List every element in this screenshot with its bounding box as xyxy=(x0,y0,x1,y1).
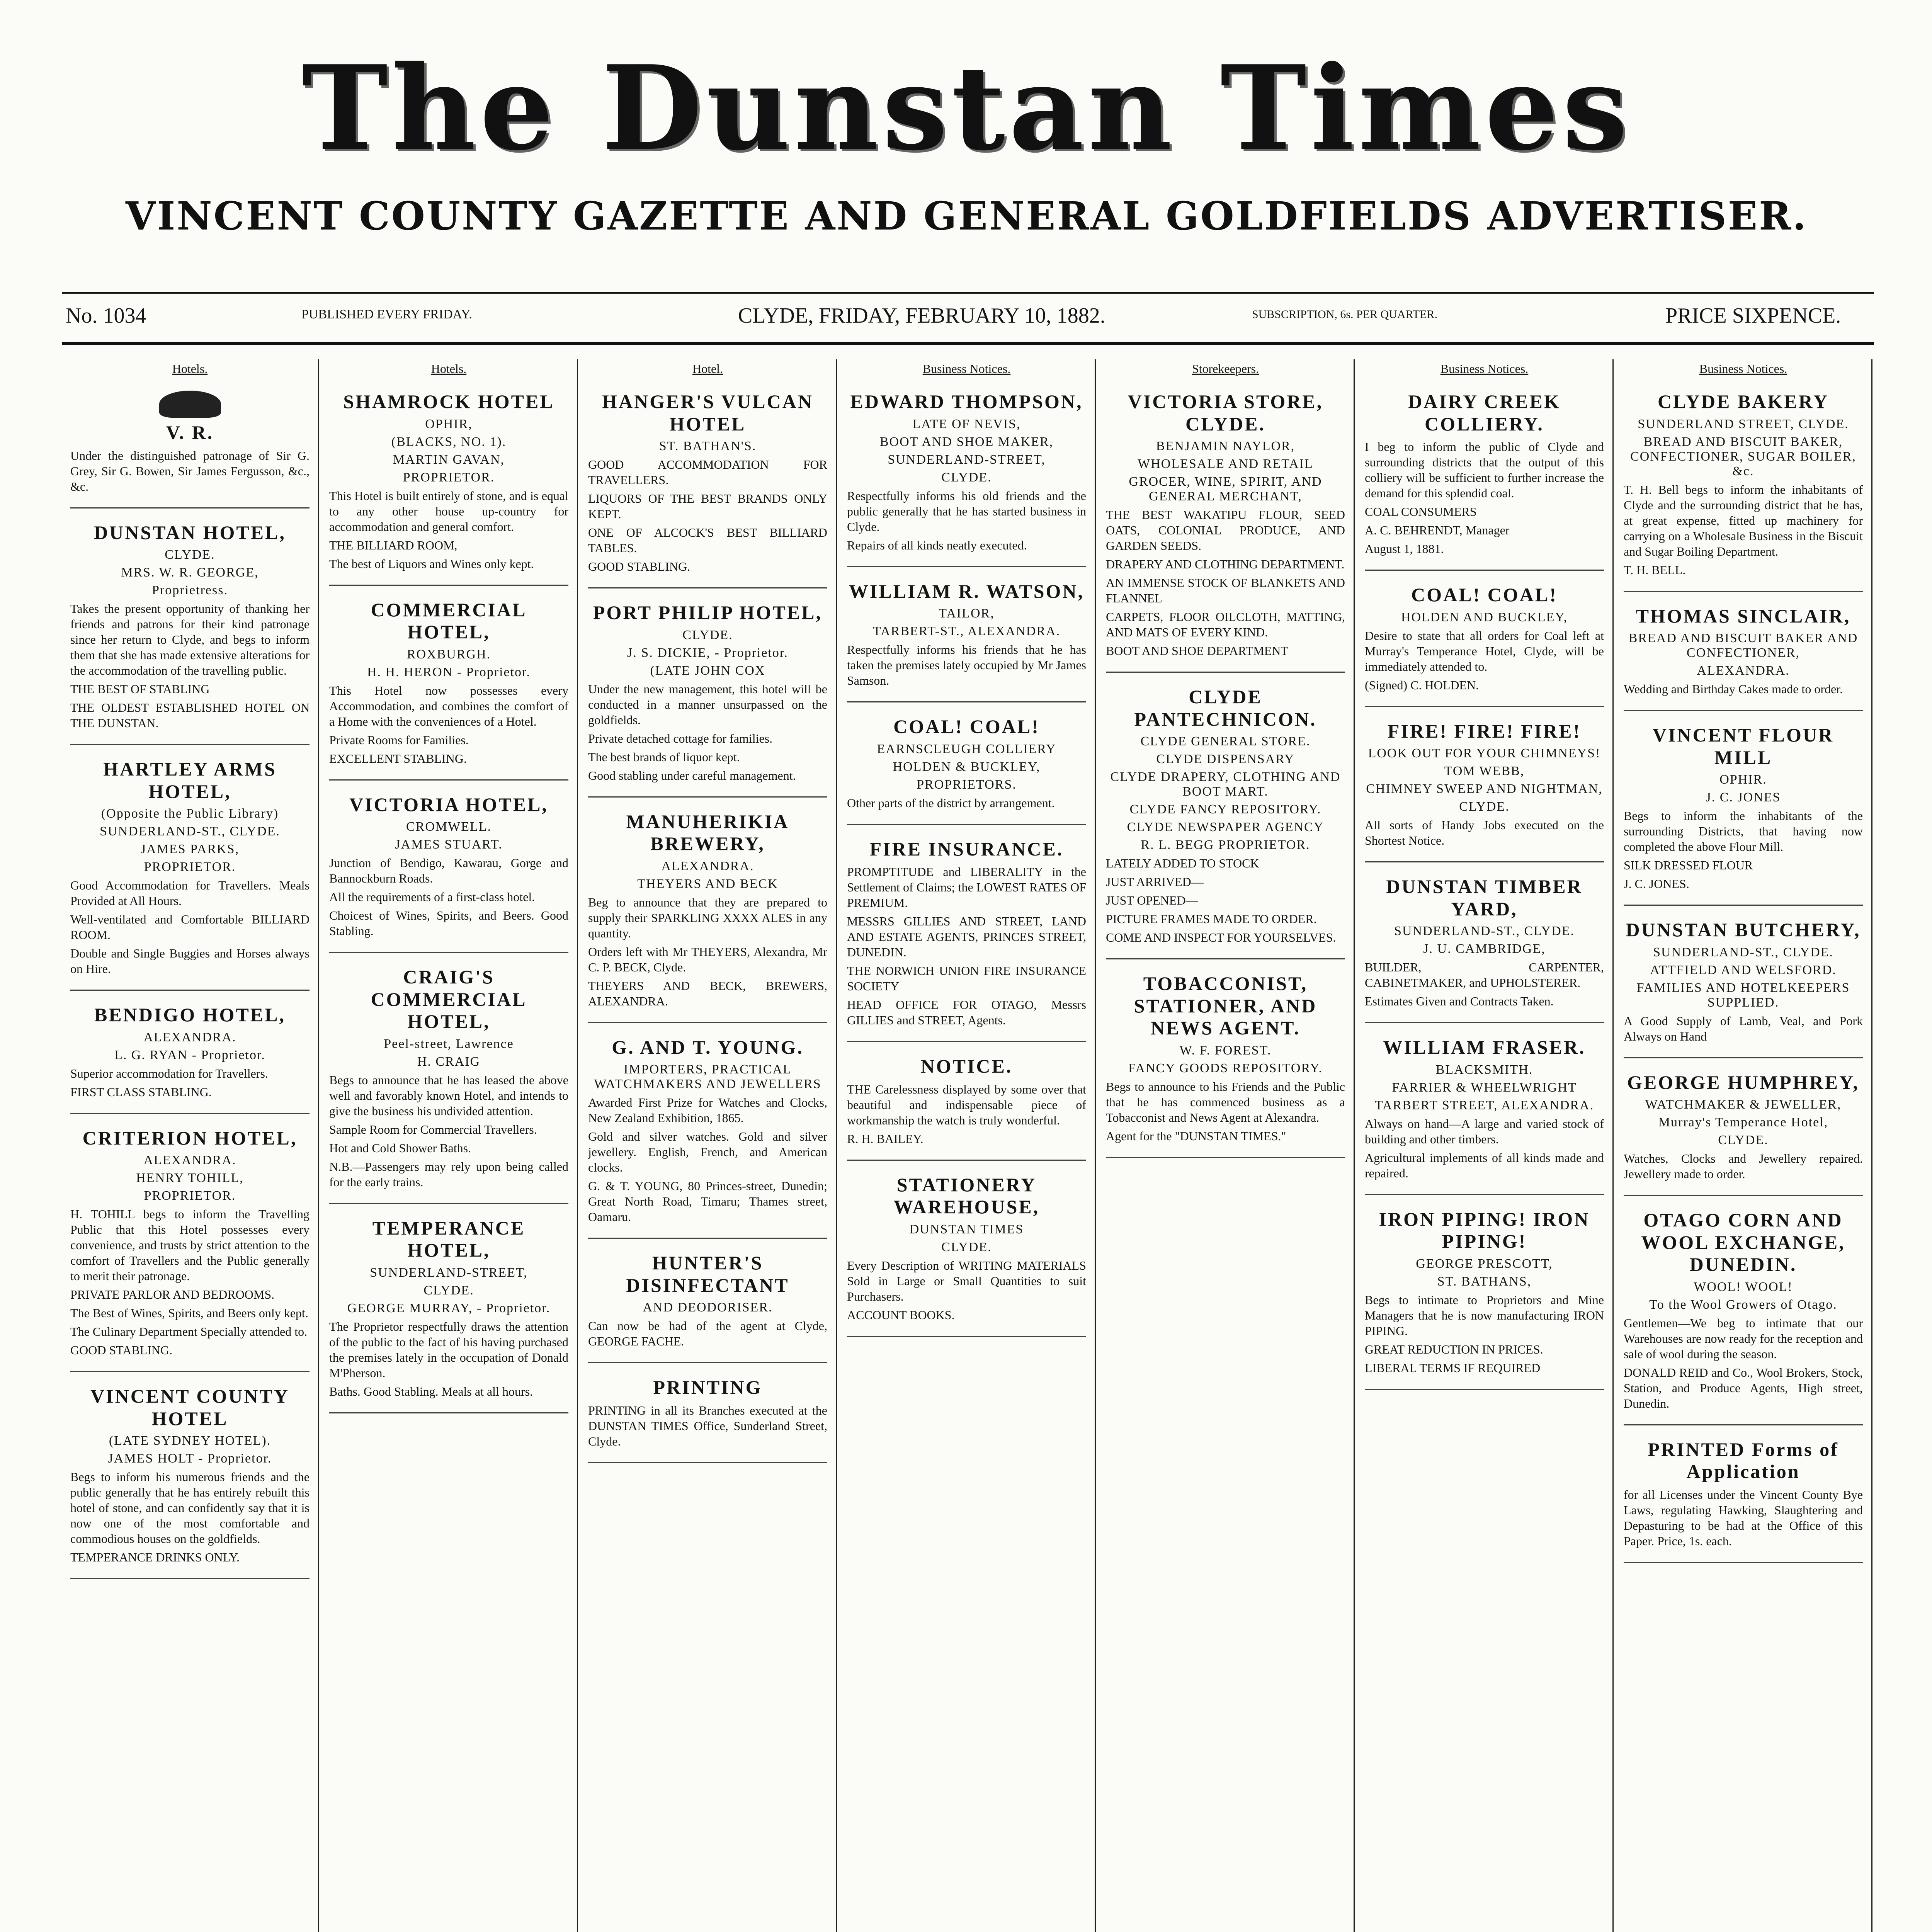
ad-body-text: THE BEST OF STABLING xyxy=(70,682,210,696)
ad-body-text: A. C. BEHRENDT, Manager xyxy=(1365,523,1510,537)
ad-subheading: L. G. RYAN - Proprietor. xyxy=(114,1048,265,1062)
ad-body-text: JUST ARRIVED— xyxy=(1106,875,1204,889)
ad-body-text: LIQUORS OF THE BEST BRANDS ONLY KEPT. xyxy=(588,492,827,521)
advertisement xyxy=(70,996,310,1114)
advertisement xyxy=(588,803,827,1023)
ad-body-text: Awarded First Prize for Watches and Clocks, New Zealand Exhibition, 1865. xyxy=(588,1095,827,1125)
ad-body-text: H. TOHILL begs to inform the Travelling Public that this Hotel possesses every convenience, and trusts by strict attention to the comfort of Travellers and the Public generally to merit their patronage. xyxy=(70,1207,310,1283)
ad-heading: FIRE INSURANCE. xyxy=(869,838,1064,860)
ad-subheading: WOOL! WOOL! xyxy=(1694,1279,1793,1294)
ad-subheading: CLYDE. xyxy=(165,548,215,562)
ad-body-text: DONALD REID and Co., Wool Brokers, Stock, Station, and Produce Agents, High street, Dunedin. xyxy=(1624,1365,1863,1410)
ad-subheading: To the Wool Growers of Otago. xyxy=(1649,1297,1837,1312)
ad-subheading: CLYDE. xyxy=(941,1240,992,1254)
royal-crest-icon xyxy=(159,391,221,418)
ad-body-text: COAL CONSUMERS xyxy=(1365,505,1477,519)
ad-subheading: CROMWELL. xyxy=(406,820,492,834)
ad-body-text: T. H. BELL. xyxy=(1624,563,1686,577)
ad-subheading: H. CRAIG xyxy=(417,1054,481,1069)
ad-body-text: Desire to state that all orders for Coal left at Murray's Temperance Hotel, Clyde, will be immediately attended to. xyxy=(1365,628,1604,673)
ad-subheading: SUNDERLAND-STREET, xyxy=(888,452,1046,467)
ad-subheading: PROPRIETOR. xyxy=(403,470,495,485)
dateline xyxy=(62,303,1874,334)
ad-subheading: HENRY TOHILL, xyxy=(136,1171,244,1185)
ad-body-text: Respectfully informs his old friends and the public generally that he has started business in Clyde. xyxy=(847,488,1086,534)
column-7 xyxy=(1615,359,1872,1932)
column-heading: Business Notices. xyxy=(1440,362,1529,376)
ad-body-text: THE BEST WAKATIPU FLOUR, SEED OATS, COLONIAL PRODUCE, AND GARDEN SEEDS. xyxy=(1106,508,1345,553)
ad-body-text: CARPETS, FLOOR OILCLOTH, MATTING, AND MATS OF EVERY KIND. xyxy=(1106,610,1345,639)
ad-body-text: THE NORWICH UNION FIRE INSURANCE SOCIETY xyxy=(847,964,1086,993)
ad-subheading: BENJAMIN NAYLOR, xyxy=(1156,439,1295,453)
advertisement xyxy=(1365,576,1604,707)
ad-body-text: Beg to announce that they are prepared to supply their SPARKLING XXXX ALES in any quantity. xyxy=(588,895,827,940)
ad-heading: MANUHERIKIA BREWERY, xyxy=(626,810,789,854)
advertisement xyxy=(588,594,827,798)
ad-subheading: BREAD AND BISCUIT BAKER AND CONFECTIONER, xyxy=(1628,631,1858,660)
advertisement xyxy=(70,1119,310,1372)
advertisement xyxy=(1624,1431,1863,1563)
advertisement xyxy=(329,786,568,953)
ad-body-text: Begs to announce to his Friends and the Public that he has commenced business as a Tobacconist and News Agent at Alexandra. xyxy=(1106,1079,1345,1124)
column-3 xyxy=(580,359,837,1932)
ad-heading: CRITERION HOTEL, xyxy=(82,1127,298,1149)
ad-heading: EDWARD THOMPSON, xyxy=(850,391,1083,412)
newspaper-page xyxy=(15,12,1918,1932)
advertisement xyxy=(70,750,310,991)
ad-body-text: Under the distinguished patronage of Sir G. Grey, Sir G. Bowen, Sir James Fergusson, &c., &c. xyxy=(70,448,310,493)
ad-heading: DUNSTAN TIMBER YARD, xyxy=(1386,876,1583,920)
ad-subheading: SUNDERLAND STREET, CLYDE. xyxy=(1638,417,1849,431)
column-1 xyxy=(62,359,319,1932)
ad-body-text: THE Carelessness displayed by some over that beautiful and indispensable piece of workmanship the watch is truly wonderful. xyxy=(847,1082,1086,1127)
ad-body-text: Junction of Bendigo, Kawarau, Gorge and Bannockburn Roads. xyxy=(329,856,568,885)
ad-heading: COAL! COAL! xyxy=(893,716,1040,737)
ad-heading: IRON PIPING! IRON PIPING! xyxy=(1379,1208,1590,1252)
column-heading: Hotel. xyxy=(692,362,723,376)
ad-body-text: EXCELLENT STABLING. xyxy=(329,751,467,765)
ad-body-text: The Culinary Department Specially attended to. xyxy=(70,1325,308,1338)
ad-heading: NOTICE. xyxy=(920,1055,1013,1077)
column-heading: Business Notices. xyxy=(922,362,1011,376)
ad-subheading: SUNDERLAND-STREET, xyxy=(370,1265,528,1280)
ad-body-text: Superior accommodation for Travellers. xyxy=(70,1066,268,1080)
ad-heading: OTAGO CORN AND WOOL EXCHANGE, DUNEDIN. xyxy=(1641,1209,1845,1275)
ad-heading: PRINTING xyxy=(653,1376,762,1398)
advertisement xyxy=(70,514,310,745)
column-heading: Storekeepers. xyxy=(1192,362,1259,376)
ad-body-text: LATELY ADDED TO STOCK xyxy=(1106,856,1259,870)
columns xyxy=(62,359,1874,1932)
bottom-rule xyxy=(62,342,1874,345)
advertisement xyxy=(1624,911,1863,1058)
advertisement xyxy=(329,591,568,781)
ad-subheading: WHOLESALE AND RETAIL xyxy=(1138,457,1313,471)
ad-subheading: CLYDE. xyxy=(1718,1133,1769,1147)
ad-body-text: J. C. JONES. xyxy=(1624,877,1689,891)
ad-subheading: BREAD AND BISCUIT BAKER, CONFECTIONER, SUGAR BOILER, &c. xyxy=(1630,434,1856,478)
ad-subheading: BLACKSMITH. xyxy=(1435,1062,1533,1077)
ad-body-text: JUST OPENED— xyxy=(1106,893,1198,907)
ad-body-text: THEYERS AND BECK, BREWERS, ALEXANDRA. xyxy=(588,978,827,1008)
column-heading: Business Notices. xyxy=(1699,362,1787,376)
ad-body-text: Begs to inform the inhabitants of the surrounding Districts, that having now completed the above Flour Mill. xyxy=(1624,809,1863,854)
ad-subheading: CLYDE. xyxy=(941,470,992,485)
ad-body-text: Watches, Clocks and Jewellery repaired. Jewellery made to order. xyxy=(1624,1151,1863,1181)
ad-heading: CLYDE PANTECHNICON. xyxy=(1134,686,1317,730)
ad-body-text: for all Licenses under the Vincent County Bye Laws, regulating Hawking, Slaughtering and Depasturing to be had at the Office of this Paper. Price, 1s. each. xyxy=(1624,1487,1863,1548)
ad-subheading: CLYDE FANCY REPOSITORY. xyxy=(1129,802,1321,816)
ad-subheading: TARBERT-ST., ALEXANDRA. xyxy=(872,624,1061,638)
ad-body-text: TEMPERANCE DRINKS ONLY. xyxy=(70,1550,240,1564)
ad-subheading: CLYDE GENERAL STORE. xyxy=(1140,734,1311,748)
ad-subheading: FANCY GOODS REPOSITORY. xyxy=(1128,1061,1323,1075)
advertisement xyxy=(588,1369,827,1463)
ad-body-text: Begs to intimate to Proprietors and Mine Managers that he is now manufacturing IRON PIPING. xyxy=(1365,1293,1604,1338)
ad-subheading: IMPORTERS, PRACTICAL WATCHMAKERS AND JEWELLERS xyxy=(594,1062,821,1091)
ad-body-text: Good stabling under careful management. xyxy=(588,768,796,782)
ad-subheading: GEORGE PRESCOTT, xyxy=(1416,1256,1553,1271)
ad-heading: CRAIG'S COMMERCIAL HOTEL, xyxy=(371,966,527,1032)
ad-body-text: T. H. Bell begs to inform the inhabitants of Clyde and the surrounding district that he has, at great expense, fitted up machinery for carrying on a Wholesale Business in the Biscuit and Sugar Boiling Department. xyxy=(1624,482,1863,558)
ad-body-text: ACCOUNT BOOKS. xyxy=(847,1308,955,1322)
ad-subheading: MARTIN GAVAN, xyxy=(393,452,505,467)
issue-number: No. 1034 xyxy=(66,304,146,328)
advertisement xyxy=(1106,965,1345,1158)
ad-body-text: BOOT AND SHOE DEPARTMENT xyxy=(1106,644,1288,658)
price: PRICE SIXPENCE. xyxy=(1665,304,1841,328)
ad-subheading: (LATE JOHN COX xyxy=(650,663,765,678)
ad-subheading: BOOT AND SHOE MAKER, xyxy=(879,434,1054,449)
ad-body-text: The Best of Wines, Spirits, and Beers only kept. xyxy=(70,1306,308,1320)
advertisement xyxy=(329,383,568,586)
ad-subheading: GROCER, WINE, SPIRIT, AND GENERAL MERCHANT, xyxy=(1129,474,1322,503)
ad-subheading: ALEXANDRA. xyxy=(143,1153,236,1167)
ad-body-text: HEAD OFFICE FOR OTAGO, Messrs GILLIES and STREET, Agents. xyxy=(847,998,1086,1027)
subscription-rate: SUBSCRIPTION, 6s. PER QUARTER. xyxy=(1252,308,1437,321)
advertisement xyxy=(847,1048,1086,1161)
ad-body-text: PROMPTITUDE and LIBERALITY in the Settlement of Claims; the LOWEST RATES OF PREMIUM. xyxy=(847,865,1086,910)
ad-body-text: PRINTING in all its Branches executed at the DUNSTAN TIMES Office, Sunderland Street, Clyde. xyxy=(588,1403,827,1448)
advertisement xyxy=(588,383,827,588)
ad-heading: HARTLEY ARMS HOTEL, xyxy=(103,758,277,802)
ad-body-text: Double and Single Buggies and Horses always on Hire. xyxy=(70,946,310,976)
ad-subheading: ST. BATHAN'S. xyxy=(659,439,757,453)
ad-heading: VICTORIA HOTEL, xyxy=(349,793,548,815)
ad-body-text: MESSRS GILLIES AND STREET, LAND AND ESTATE AGENTS, PRINCES STREET, DUNEDIN. xyxy=(847,914,1086,959)
ad-heading: DUNSTAN BUTCHERY, xyxy=(1626,919,1861,940)
ad-heading: V. R. xyxy=(166,422,214,443)
advertisement xyxy=(1624,383,1863,592)
ad-heading: SHAMROCK HOTEL xyxy=(343,391,554,412)
ad-body-text: PRIVATE PARLOR AND BEDROOMS. xyxy=(70,1287,275,1301)
ad-subheading: HOLDEN & BUCKLEY, xyxy=(893,759,1041,774)
ad-heading: HANGER'S VULCAN HOTEL xyxy=(602,391,813,435)
ad-subheading: R. L. BEGG PROPRIETOR. xyxy=(1141,838,1310,852)
advertisement xyxy=(1624,597,1863,711)
masthead xyxy=(15,27,1918,189)
ad-heading: COAL! COAL! xyxy=(1411,584,1558,605)
ad-body-text: Every Description of WRITING MATERIALS Sold in Large or Small Quantities to suit Purchasers. xyxy=(847,1258,1086,1303)
advertisement xyxy=(847,1166,1086,1337)
ad-subheading: TAILOR, xyxy=(939,606,995,621)
ad-body-text: FIRST CLASS STABLING. xyxy=(70,1085,212,1099)
advertisement xyxy=(1365,383,1604,571)
ad-heading: PRINTED Forms of Application xyxy=(1648,1438,1839,1482)
ad-subheading: FAMILIES AND HOTELKEEPERS SUPPLIED. xyxy=(1636,980,1850,1010)
advertisement xyxy=(70,383,310,509)
ad-subheading: W. F. FOREST. xyxy=(1179,1043,1272,1058)
ad-body-text: AN IMMENSE STOCK OF BLANKETS AND FLANNEL xyxy=(1106,576,1345,605)
ad-body-text: Estimates Given and Contracts Taken. xyxy=(1365,994,1554,1008)
ad-body-text: Under the new management, this hotel will be conducted in a manner unsurpassed on the goldfields. xyxy=(588,682,827,727)
ad-heading: WILLIAM R. WATSON, xyxy=(849,580,1085,602)
ad-subheading: TARBERT STREET, ALEXANDRA. xyxy=(1374,1098,1594,1112)
advertisement xyxy=(847,830,1086,1043)
advertisement xyxy=(1106,383,1345,673)
ad-heading: CLYDE BAKERY xyxy=(1657,391,1829,412)
masthead-subtitle: VINCENT COUNTY GAZETTE AND GENERAL GOLDFIELDS ADVERTISER. xyxy=(125,193,1808,239)
ad-heading: VINCENT FLOUR MILL xyxy=(1652,724,1834,768)
ad-heading: PORT PHILIP HOTEL, xyxy=(593,602,823,623)
advertisement xyxy=(1624,716,1863,906)
ad-body-text: Orders left with Mr THEYERS, Alexandra, Mr C. P. BECK, Clyde. xyxy=(588,944,827,974)
ad-body-text: Repairs of all kinds neatly executed. xyxy=(847,538,1027,552)
masthead-title: The Dunstan Times xyxy=(301,40,1632,176)
ad-body-text: Hot and Cold Shower Baths. xyxy=(329,1141,471,1155)
ad-body-text: Begs to announce that he has leased the above well and favorably known Hotel, and intends to give the business his undivided attention. xyxy=(329,1073,568,1118)
issue-date: CLYDE, FRIDAY, FEBRUARY 10, 1882. xyxy=(738,304,1105,328)
ad-body-text: Takes the present opportunity of thanking her friends and patrons for their kind patronage since her return to Clyde, and begs to inform them that she has made extensive alterations for the accommodation of the travelling public. xyxy=(70,602,310,677)
ad-subheading: Peel-street, Lawrence xyxy=(384,1036,514,1051)
ad-body-text: The best brands of liquor kept. xyxy=(588,750,740,764)
ad-subheading: ALEXANDRA. xyxy=(143,1030,236,1044)
ad-subheading: JAMES HOLT - Proprietor. xyxy=(108,1451,272,1466)
ad-subheading: PROPRIETOR. xyxy=(144,860,236,874)
ad-heading: GEORGE HUMPHREY, xyxy=(1627,1071,1860,1093)
ad-body-text: Agent for the "DUNSTAN TIMES." xyxy=(1106,1129,1286,1143)
ad-body-text: Choicest of Wines, Spirits, and Beers. Good Stabling. xyxy=(329,908,568,938)
ad-subheading: MRS. W. R. GEORGE, xyxy=(121,565,259,580)
ad-subheading: CLYDE. xyxy=(1459,799,1510,814)
ad-subheading: ST. BATHANS, xyxy=(1437,1274,1532,1289)
ad-body-text: GOOD ACCOMMODATION FOR TRAVELLERS. xyxy=(588,457,827,487)
ad-body-text: Baths. Good Stabling. Meals at all hours. xyxy=(329,1384,533,1398)
column-heading: Hotels. xyxy=(172,362,208,376)
top-rule xyxy=(62,292,1874,294)
advertisement xyxy=(1624,1201,1863,1425)
ad-body-text: BUILDER, CARPENTER, CABINETMAKER, and UPHOLSTERER. xyxy=(1365,960,1604,990)
ad-body-text: Always on hand—A large and varied stock of building and other timbers. xyxy=(1365,1116,1604,1146)
ad-subheading: ALEXANDRA. xyxy=(661,859,754,873)
column-4 xyxy=(838,359,1096,1932)
ad-subheading: EARNSCLEUGH COLLIERY xyxy=(877,742,1056,756)
ad-subheading: (Opposite the Public Library) xyxy=(101,806,279,821)
advertisement xyxy=(1365,1201,1604,1390)
ad-heading: G. AND T. YOUNG. xyxy=(612,1036,804,1058)
ad-subheading: SUNDERLAND-ST., CLYDE. xyxy=(1653,945,1833,959)
ad-heading: FIRE! FIRE! FIRE! xyxy=(1387,720,1582,742)
ad-body-text: All the requirements of a first-class hotel. xyxy=(329,890,535,904)
ad-body-text: DRAPERY AND CLOTHING DEPARTMENT. xyxy=(1106,557,1345,571)
ad-subheading: OPHIR. xyxy=(1719,772,1767,787)
ad-subheading: J. C. JONES xyxy=(1706,790,1781,804)
ad-body-text: Gentlemen—We beg to intimate that our Warehouses are now ready for the reception and sale of wool during the season. xyxy=(1624,1316,1863,1361)
ad-subheading: J. U. CAMBRIDGE, xyxy=(1423,942,1546,956)
advertisement xyxy=(70,1378,310,1579)
column-2 xyxy=(321,359,578,1932)
ad-body-text: All sorts of Handy Jobs executed on the Shortest Notice. xyxy=(1365,818,1604,847)
ad-body-text: COME AND INSPECT FOR YOURSELVES. xyxy=(1106,930,1336,944)
ad-subheading: CHIMNEY SWEEP AND NIGHTMAN, xyxy=(1366,782,1603,796)
ad-heading: TEMPERANCE HOTEL, xyxy=(372,1217,526,1261)
ad-heading: DAIRY CREEK COLLIERY. xyxy=(1408,391,1561,435)
ad-body-text: Good Accommodation for Travellers. Meals Provided at All Hours. xyxy=(70,878,310,908)
ad-subheading: Proprietress. xyxy=(152,583,228,597)
ad-subheading: WATCHMAKER & JEWELLER, xyxy=(1645,1097,1842,1112)
ad-subheading: ALEXANDRA. xyxy=(1697,663,1790,678)
advertisement xyxy=(1106,678,1345,959)
ad-body-text: Begs to inform his numerous friends and the public generally that he has entirely rebuilt this hotel of stone, and can confidently say that it is now one of the most comfortable and commodious houses on the goldfields. xyxy=(70,1470,310,1546)
ad-body-text: R. H. BAILEY. xyxy=(847,1131,923,1146)
ad-body-text: ONE OF ALCOCK'S BEST BILLIARD TABLES. xyxy=(588,526,827,555)
ad-heading: COMMERCIAL HOTEL, xyxy=(371,599,527,643)
advertisement xyxy=(1365,1029,1604,1195)
ad-subheading: AND DEODORISER. xyxy=(643,1300,773,1315)
ad-body-text: The best of Liquors and Wines only kept. xyxy=(329,556,534,571)
ad-heading: BENDIGO HOTEL, xyxy=(94,1004,286,1026)
ad-body-text: THE OLDEST ESTABLISHED HOTEL ON THE DUNSTAN. xyxy=(70,701,310,730)
ad-subheading: DUNSTAN TIMES xyxy=(909,1222,1024,1236)
ad-heading: STATIONERY WAREHOUSE, xyxy=(893,1173,1040,1218)
advertisement xyxy=(1365,868,1604,1023)
advertisement xyxy=(847,383,1086,567)
ad-subheading: CLYDE. xyxy=(682,628,733,642)
ad-body-text: G. & T. YOUNG, 80 Princes-street, Dunedin; Great North Road, Timaru; Thames street, Oamaru. xyxy=(588,1179,827,1224)
ad-subheading: Murray's Temperance Hotel, xyxy=(1658,1115,1828,1129)
ad-body-text: Sample Room for Commercial Travellers. xyxy=(329,1122,537,1136)
ad-subheading: HOLDEN AND BUCKLEY, xyxy=(1401,610,1568,624)
advertisement xyxy=(847,708,1086,825)
ad-subheading: SUNDERLAND-ST., CLYDE. xyxy=(100,824,280,838)
ad-body-text: Private detached cottage for families. xyxy=(588,731,773,745)
ad-body-text: Can now be had of the agent at Clyde, GEORGE FACHE. xyxy=(588,1319,827,1348)
ad-body-text: GOOD STABLING. xyxy=(70,1343,173,1357)
ad-body-text: LIBERAL TERMS IF REQUIRED xyxy=(1365,1361,1541,1375)
ad-subheading: ATTFIELD AND WELSFORD. xyxy=(1650,963,1837,977)
ad-subheading: SUNDERLAND-ST., CLYDE. xyxy=(1394,924,1575,938)
ad-heading: DUNSTAN HOTEL, xyxy=(94,521,286,543)
ad-heading: VICTORIA STORE, CLYDE. xyxy=(1128,391,1323,435)
ad-heading: TOBACCONIST, STATIONER, AND NEWS AGENT. xyxy=(1134,973,1317,1039)
ad-subheading: LATE OF NEVIS, xyxy=(912,417,1021,431)
ad-subheading: H. H. HERON - Proprietor. xyxy=(367,665,531,679)
ad-subheading: (LATE SYDNEY HOTEL). xyxy=(109,1434,271,1448)
ad-body-text: I beg to inform the public of Clyde and surrounding districts that the output of this colliery will be sufficient to further increase the demand for this splendid coal. xyxy=(1365,440,1604,500)
ad-subheading: LOOK OUT FOR YOUR CHIMNEYS! xyxy=(1368,746,1601,760)
ad-body-text: THE BILLIARD ROOM, xyxy=(329,538,457,552)
ad-body-text: Other parts of the district by arrangement. xyxy=(847,796,1055,810)
ad-subheading: GEORGE MURRAY, - Proprietor. xyxy=(347,1301,551,1315)
publication-frequency: PUBLISHED EVERY FRIDAY. xyxy=(301,307,472,321)
ad-body-text: SILK DRESSED FLOUR xyxy=(1624,858,1753,872)
ad-body-text: This Hotel is built entirely of stone, and is equal to any other house up-country for accommodation and general comfort. xyxy=(329,488,568,534)
ad-heading: VINCENT COUNTY HOTEL xyxy=(90,1385,289,1429)
advertisement xyxy=(588,1029,827,1239)
ad-body-text: The Proprietor respectfully draws the attention of the public to the fact of his having purchased the premises lately in the occupation of Donald M'Pherson. xyxy=(329,1319,568,1380)
ad-body-text: Private Rooms for Families. xyxy=(329,733,469,747)
ad-subheading: FARRIER & WHEELWRIGHT xyxy=(1392,1080,1577,1095)
ad-body-text: Wedding and Birthday Cakes made to order. xyxy=(1624,682,1843,696)
ad-body-text: This Hotel now possesses every Accommodation, and combines the comfort of a Home with the conveniences of a Hotel. xyxy=(329,683,568,728)
ad-body-text: PICTURE FRAMES MADE TO ORDER. xyxy=(1106,912,1317,926)
ad-body-text: GOOD STABLING. xyxy=(588,560,690,573)
advertisement xyxy=(329,958,568,1204)
ad-subheading: PROPRIETOR. xyxy=(144,1189,236,1203)
ad-subheading: ROXBURGH. xyxy=(406,647,491,662)
advertisement xyxy=(1365,713,1604,863)
ad-heading: WILLIAM FRASER. xyxy=(1383,1036,1586,1058)
ad-subheading: CLYDE NEWSPAPER AGENCY xyxy=(1127,820,1324,834)
ad-heading: HUNTER'S DISINFECTANT xyxy=(626,1252,789,1296)
column-5 xyxy=(1097,359,1355,1932)
ad-subheading: (BLACKS, NO. 1). xyxy=(391,434,507,449)
ad-subheading: CLYDE. xyxy=(423,1283,474,1298)
column-6 xyxy=(1356,359,1614,1932)
ad-subheading: JAMES STUART. xyxy=(395,837,503,852)
column-heading: Hotels. xyxy=(431,362,467,376)
ad-subheading: THEYERS AND BECK xyxy=(637,876,778,891)
advertisement xyxy=(1624,1064,1863,1196)
ad-subheading: OPHIR, xyxy=(425,417,473,431)
ad-body-text: N.B.—Passengers may rely upon being called for the early trains. xyxy=(329,1159,568,1189)
ad-body-text: Well-ventilated and Comfortable BILLIARD ROOM. xyxy=(70,912,310,942)
ad-subheading: CLYDE DRAPERY, CLOTHING AND BOOT MART. xyxy=(1110,770,1341,799)
ad-body-text: August 1, 1881. xyxy=(1365,542,1444,556)
ad-subheading: TOM WEBB, xyxy=(1444,764,1525,778)
ad-body-text: A Good Supply of Lamb, Veal, and Pork Always on Hand xyxy=(1624,1014,1863,1043)
advertisement xyxy=(588,1244,827,1363)
ad-subheading: JAMES PARKS, xyxy=(140,842,240,856)
ad-body-text: Agricultural implements of all kinds made and repaired. xyxy=(1365,1150,1604,1180)
ad-subheading: J. S. DICKIE, - Proprietor. xyxy=(627,645,788,660)
ad-body-text: Respectfully informs his friends that he has taken the premises lately occupied by Mr James Samson. xyxy=(847,643,1086,687)
ad-subheading: CLYDE DISPENSARY xyxy=(1156,752,1295,766)
ad-body-text: GREAT REDUCTION IN PRICES. xyxy=(1365,1342,1543,1356)
ad-subheading: PROPRIETORS. xyxy=(917,777,1017,792)
ad-body-text: (Signed) C. HOLDEN. xyxy=(1365,678,1479,692)
advertisement xyxy=(847,573,1086,703)
ad-body-text: Gold and silver watches. Gold and silver jewellery. English, French, and American clocks. xyxy=(588,1129,827,1174)
advertisement xyxy=(329,1209,568,1413)
ad-heading: THOMAS SINCLAIR, xyxy=(1636,605,1851,627)
